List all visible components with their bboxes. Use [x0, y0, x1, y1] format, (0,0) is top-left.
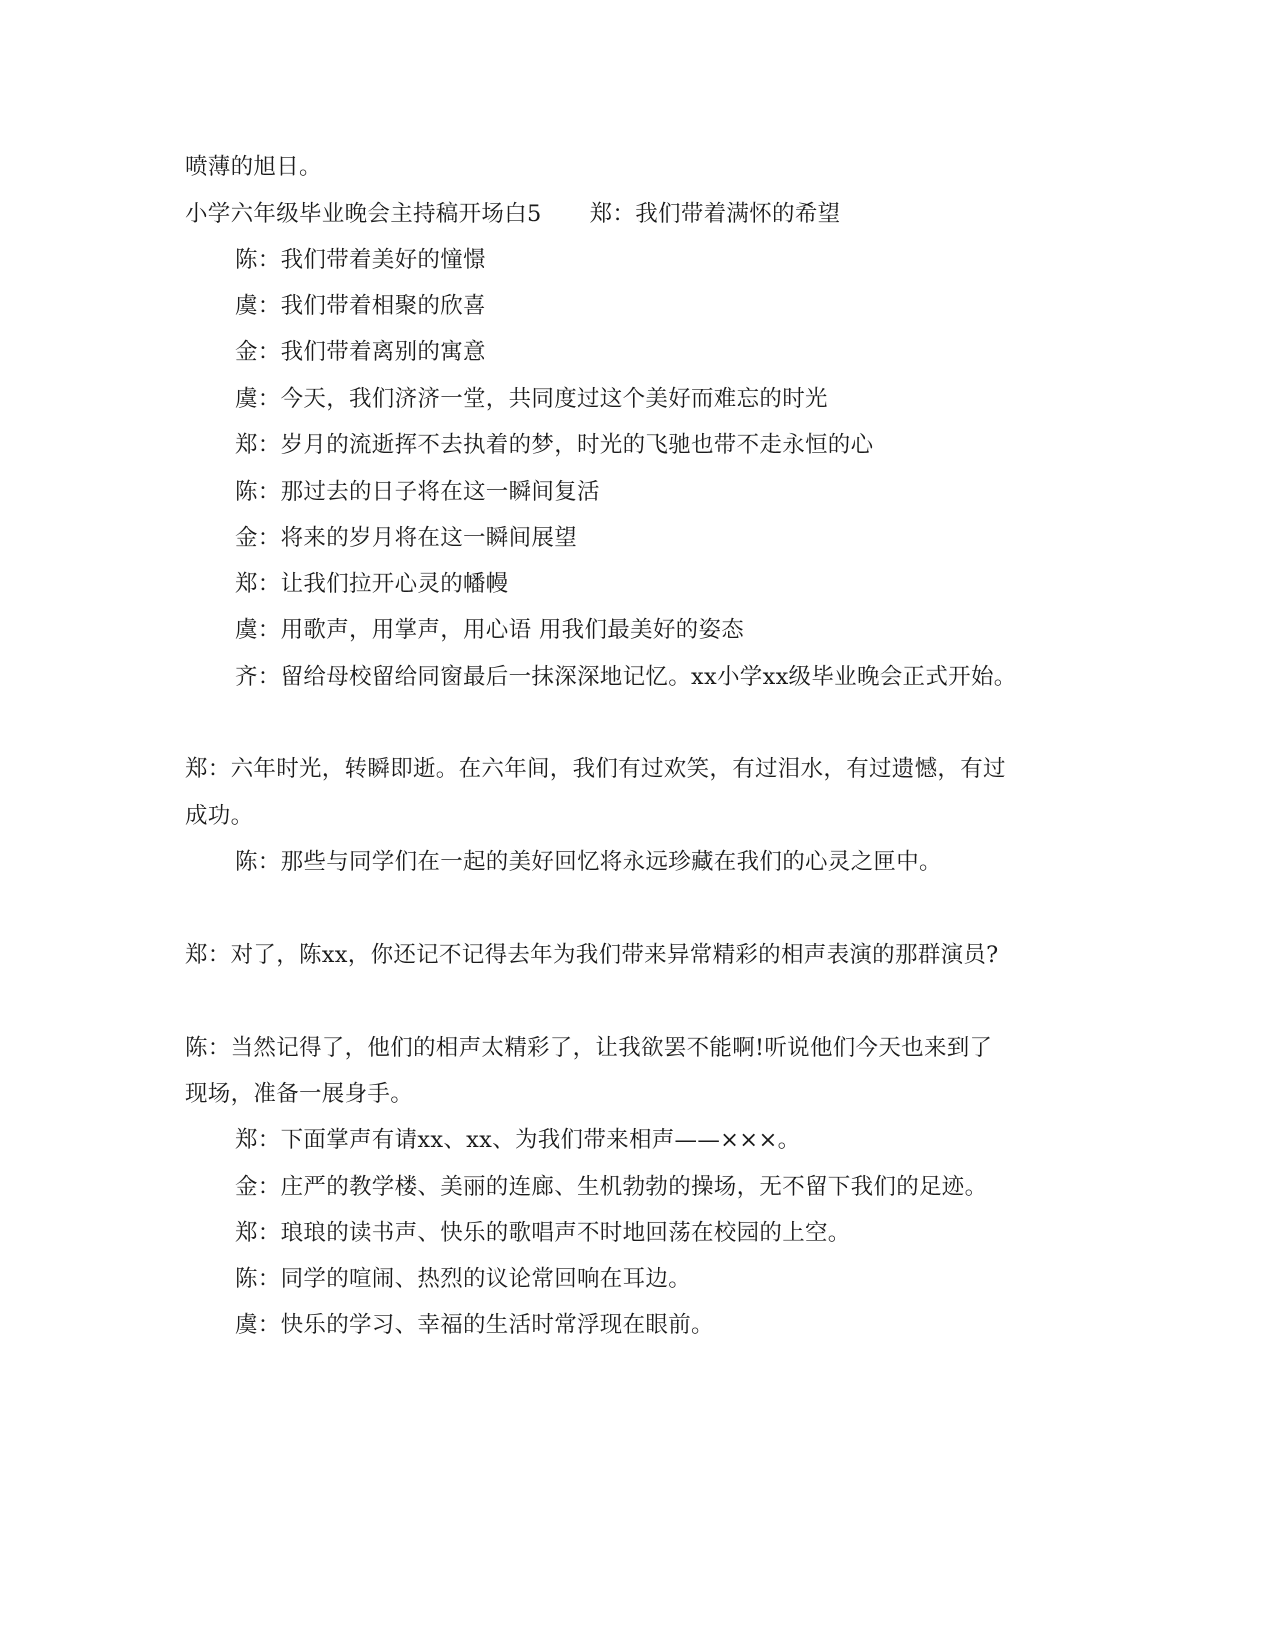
text-line: 郑：六年时光，转瞬即逝。在六年间，我们有过欢笑，有过泪水，有过遗憾，有过 — [185, 756, 1006, 782]
text-line: 金：我们带着离别的寓意 — [235, 339, 486, 365]
text-line: 郑：岁月的流逝挥不去执着的梦，时光的飞驰也带不走永恒的心 — [235, 432, 874, 458]
text-line: 虞：我们带着相聚的欣喜 — [235, 293, 486, 319]
text-line: 喷薄的旭日。 — [185, 154, 322, 180]
text-line: 郑：让我们拉开心灵的幡幔 — [235, 571, 509, 597]
text-line: 郑：下面掌声有请xx、xx、为我们带来相声——×××。 — [235, 1127, 801, 1153]
text-line: 金：庄严的教学楼、美丽的连廊、生机勃勃的操场，无不留下我们的足迹。 — [235, 1174, 988, 1200]
text-line: 陈：同学的喧闹、热烈的议论常回响在耳边。 — [235, 1266, 692, 1292]
text-line: 齐：留给母校留给同窗最后一抹深深地记忆。xx小学xx级毕业晚会正式开始。 — [235, 664, 1017, 690]
text-line: 郑：琅琅的读书声、快乐的歌唱声不时地回荡在校园的上空。 — [235, 1220, 851, 1246]
text-line: 陈：当然记得了，他们的相声太精彩了，让我欲罢不能啊!听说他们今天也来到了 — [185, 1035, 993, 1061]
text-line: 虞：快乐的学习、幸福的生活时常浮现在眼前。 — [235, 1312, 714, 1338]
text-line: 金：将来的岁月将在这一瞬间展望 — [235, 525, 578, 551]
text-line: 虞：用歌声，用掌声，用心语 用我们最美好的姿态 — [235, 617, 745, 643]
text-line: 成功。 — [185, 803, 254, 829]
section-title: 小学六年级毕业晚会主持稿开场白5 — [185, 201, 542, 227]
text-line: 陈：那过去的日子将在这一瞬间复活 — [235, 479, 600, 505]
text-line: 陈：那些与同学们在一起的美好回忆将永远珍藏在我们的心灵之匣中。 — [235, 849, 942, 875]
text-line: 郑：我们带着满怀的希望 — [589, 201, 841, 227]
text-line-title — [185, 199, 1085, 229]
text-line: 虞：今天，我们济济一堂，共同度过这个美好而难忘的时光 — [235, 386, 828, 412]
text-line: 郑：对了，陈xx，你还记不记得去年为我们带来异常精彩的相声表演的那群演员? — [185, 942, 999, 968]
text-line: 陈：我们带着美好的憧憬 — [235, 247, 486, 273]
text-line: 现场，准备一展身手。 — [185, 1081, 414, 1107]
